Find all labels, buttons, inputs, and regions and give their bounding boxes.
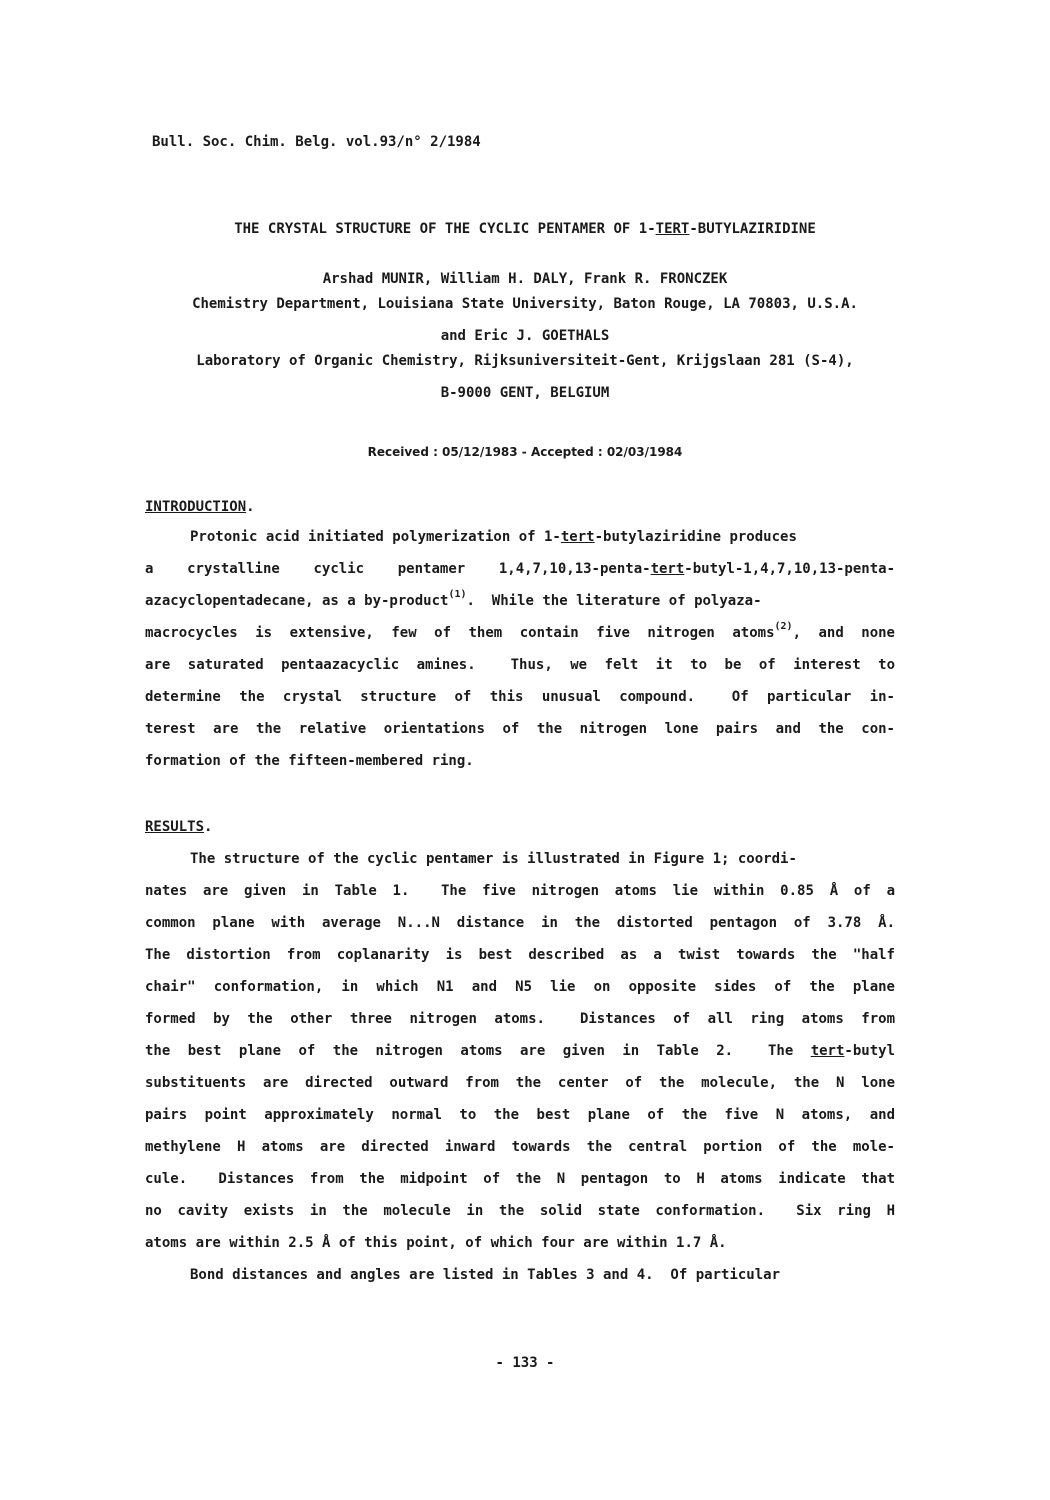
intro-line-2: a crystalline cyclic pentamer 1,4,7,10,13-penta-tert-butyl-1,4,7,10,13-penta-: [145, 561, 895, 577]
results-line-3: common plane with average N...N distance in the distorted pentagon of 3.78 Å.: [145, 915, 895, 931]
page-number: - 133 -: [495, 1355, 555, 1371]
author-names-2: and Eric J. GOETHALS: [440, 328, 610, 344]
citation-2: (2): [774, 621, 793, 633]
paper-title: THE CRYSTAL STRUCTURE OF THE CYCLIC PENTAMER OF 1-TERT-BUTYLAZIRIDINE: [234, 221, 816, 237]
received-accepted-dates: Received : 05/12/1983 - Accepted : 02/03/1984: [367, 445, 683, 459]
results-line-14: Bond distances and angles are listed in Tables 3 and 4. Of particular: [190, 1267, 781, 1283]
author-names-1: Arshad MUNIR, William H. DALY, Frank R. FRONCZEK: [322, 271, 728, 287]
introduction-heading: INTRODUCTION.: [145, 499, 255, 515]
results-line-9: pairs point approximately normal to the best plane of the five N atoms, and: [145, 1107, 895, 1123]
intro-line-5: are saturated pentaazacyclic amines. Thus, we felt it to be of interest to: [145, 657, 895, 673]
intro-line-7: terest are the relative orientations of the nitrogen lone pairs and the con-: [145, 721, 895, 737]
intro-line-3: azacyclopentadecane, as a by-product$^{(1)}$. While the literature of polyaza-: [145, 589, 762, 609]
results-line-7: the best plane of the nitrogen atoms are given in Table 2. The tert-butyl: [145, 1043, 895, 1059]
results-line-12: no cavity exists in the molecule in the solid state conformation. Six ring H: [145, 1203, 895, 1219]
results-line-8: substituents are directed outward from the center of the molecule, the N lone: [145, 1075, 895, 1091]
results-line-6: formed by the other three nitrogen atoms. Distances of all ring atoms from: [145, 1011, 895, 1027]
intro-line-8: formation of the fifteen-membered ring.: [145, 753, 474, 769]
results-line-4: The distortion from coplanarity is best described as a twist towards the "half: [145, 947, 895, 963]
results-line-5: chair" conformation, in which N1 and N5 lie on opposite sides of the plane: [145, 979, 895, 995]
intro-line-4: macrocycles is extensive, few of them contain five nitrogen atoms$^{(2)}$, and none: [145, 621, 895, 641]
results-line-2: nates are given in Table 1. The five nitrogen atoms lie within 0.85 Å of a: [145, 883, 895, 899]
citation-1: (1): [448, 589, 467, 601]
affiliation-2-line-1: Laboratory of Organic Chemistry, Rijksuniversiteit-Gent, Krijgslaan 281 (S-4),: [196, 353, 854, 369]
affiliation-1: Chemistry Department, Louisiana State University, Baton Rouge, LA 70803, U.S.A.: [192, 296, 858, 312]
results-line-11: cule. Distances from the midpoint of the N pentagon to H atoms indicate that: [145, 1171, 895, 1187]
intro-line-1: Protonic acid initiated polymerization of 1-tert-butylaziridine produces: [190, 529, 797, 545]
results-line-10: methylene H atoms are directed inward towards the central portion of the mole-: [145, 1139, 895, 1155]
affiliation-2-line-2: B-9000 GENT, BELGIUM: [440, 385, 610, 401]
results-heading: RESULTS.: [145, 819, 213, 835]
results-line-1: The structure of the cyclic pentamer is illustrated in Figure 1; coordi-: [190, 851, 797, 867]
journal-citation: Bull. Soc. Chim. Belg. vol.93/n° 2/1984: [152, 134, 481, 150]
results-line-13: atoms are within 2.5 Å of this point, of which four are within 1.7 Å.: [145, 1235, 727, 1251]
intro-line-6: determine the crystal structure of this unusual compound. Of particular in-: [145, 689, 895, 705]
